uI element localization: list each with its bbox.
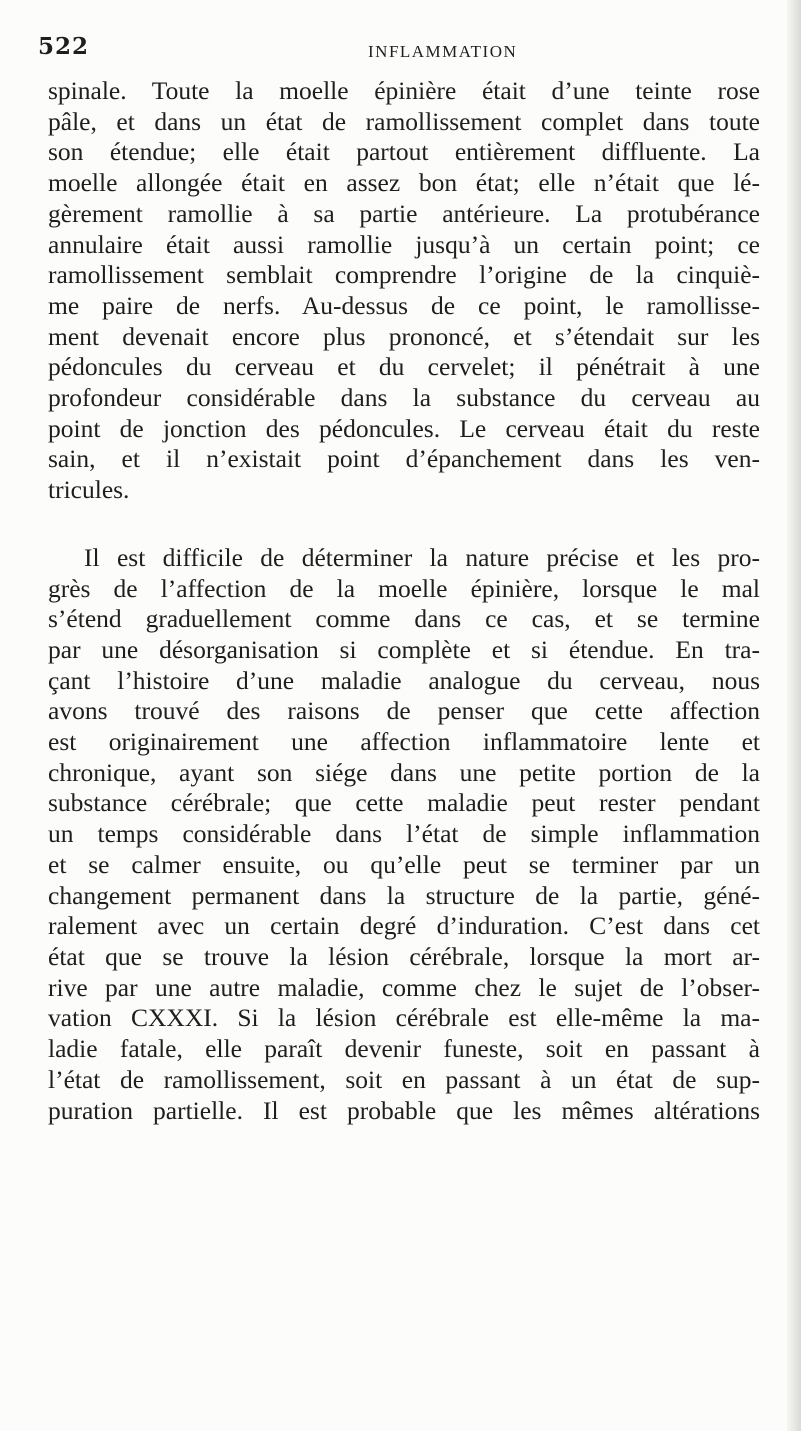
text-line: est originairement une affection inflammatoire lente et [48,727,760,757]
text-line: ment devenait encore plus prononcé, et s’étendait sur les [48,321,760,351]
text-line: ramollissement semblait comprendre l’origine de la cinquiè- [48,260,760,290]
text-line: Il est difficile de déterminer la nature précise et les pro- [84,542,760,572]
text-line: avons trouvé des raisons de penser que cette affection [48,696,760,726]
text-line: l’état de ramollissement, soit en passant à un état de sup- [48,1064,760,1094]
text-line: sain, et il n’existait point d’épanchement dans les ven- [48,444,760,474]
text-line: pédoncules du cerveau et du cervelet; il pénétrait à une [48,352,760,382]
text-line: changement permanent dans la structure de la partie, géné- [48,880,760,910]
text-line: profondeur considérable dans la substance du cerveau au [48,383,760,413]
text-line: s’étend graduellement comme dans ce cas, et se termine [48,604,760,634]
text-line: ralement avec un certain degré d’induration. C’est dans cet [48,911,760,941]
text-line: grès de l’affection de la moelle épinière, lorsque le mal [48,573,760,603]
running-head [38,33,738,63]
text-line: moelle allongée était en assez bon état; elle n’était que lé- [48,168,760,198]
text-line: tricules. [48,475,130,505]
page-number: 522 [38,33,90,60]
paragraph-gap [48,506,760,543]
text-line: pâle, et dans un état de ramollissement complet dans toute [48,106,760,136]
text-line: état que se trouve la lésion cérébrale, lorsque la mort ar- [48,941,760,971]
text-line: substance cérébrale; que cette maladie peut rester pendant [48,788,760,818]
text-line: puration partielle. Il est probable que les mêmes altérations [48,1095,760,1125]
text-line: ladie fatale, elle paraît devenir funeste, soit en passant à [48,1034,760,1064]
page-edge-shadow [787,0,801,1431]
text-line: chronique, ayant son siége dans une petite portion de la [48,757,760,787]
text-line: rive par une autre maladie, comme chez le sujet de l’obser- [48,972,760,1002]
running-title: INFLAMMATION [368,42,518,61]
text-line: et se calmer ensuite, ou qu’elle peut se terminer par un [48,849,760,879]
text-line: çant l’histoire d’une maladie analogue du cerveau, nous [48,665,760,695]
text-line: un temps considérable dans l’état de simple inflammation [48,819,760,849]
text-line: par une désorganisation si complète et si étendue. En tra- [48,634,760,664]
body-text [48,76,760,1126]
text-line: point de jonction des pédoncules. Le cerveau était du reste [48,413,760,443]
paragraph-2 [48,543,760,1126]
text-line: spinale. Toute la moelle épinière était d’une teinte rose [48,76,760,105]
text-line: vation CXXXI. Si la lésion cérébrale est elle-même la ma- [48,1003,760,1033]
text-line: son étendue; elle était partout entièrement diffluente. La [48,137,760,167]
text-line: annulaire était aussi ramollie jusqu’à un certain point; ce [48,229,760,259]
text-line: gèrement ramollie à sa partie antérieure. La protubérance [48,198,760,228]
text-line: me paire de nerfs. Au-dessus de ce point, le ramollisse- [48,290,760,320]
paragraph-1 [48,76,760,506]
